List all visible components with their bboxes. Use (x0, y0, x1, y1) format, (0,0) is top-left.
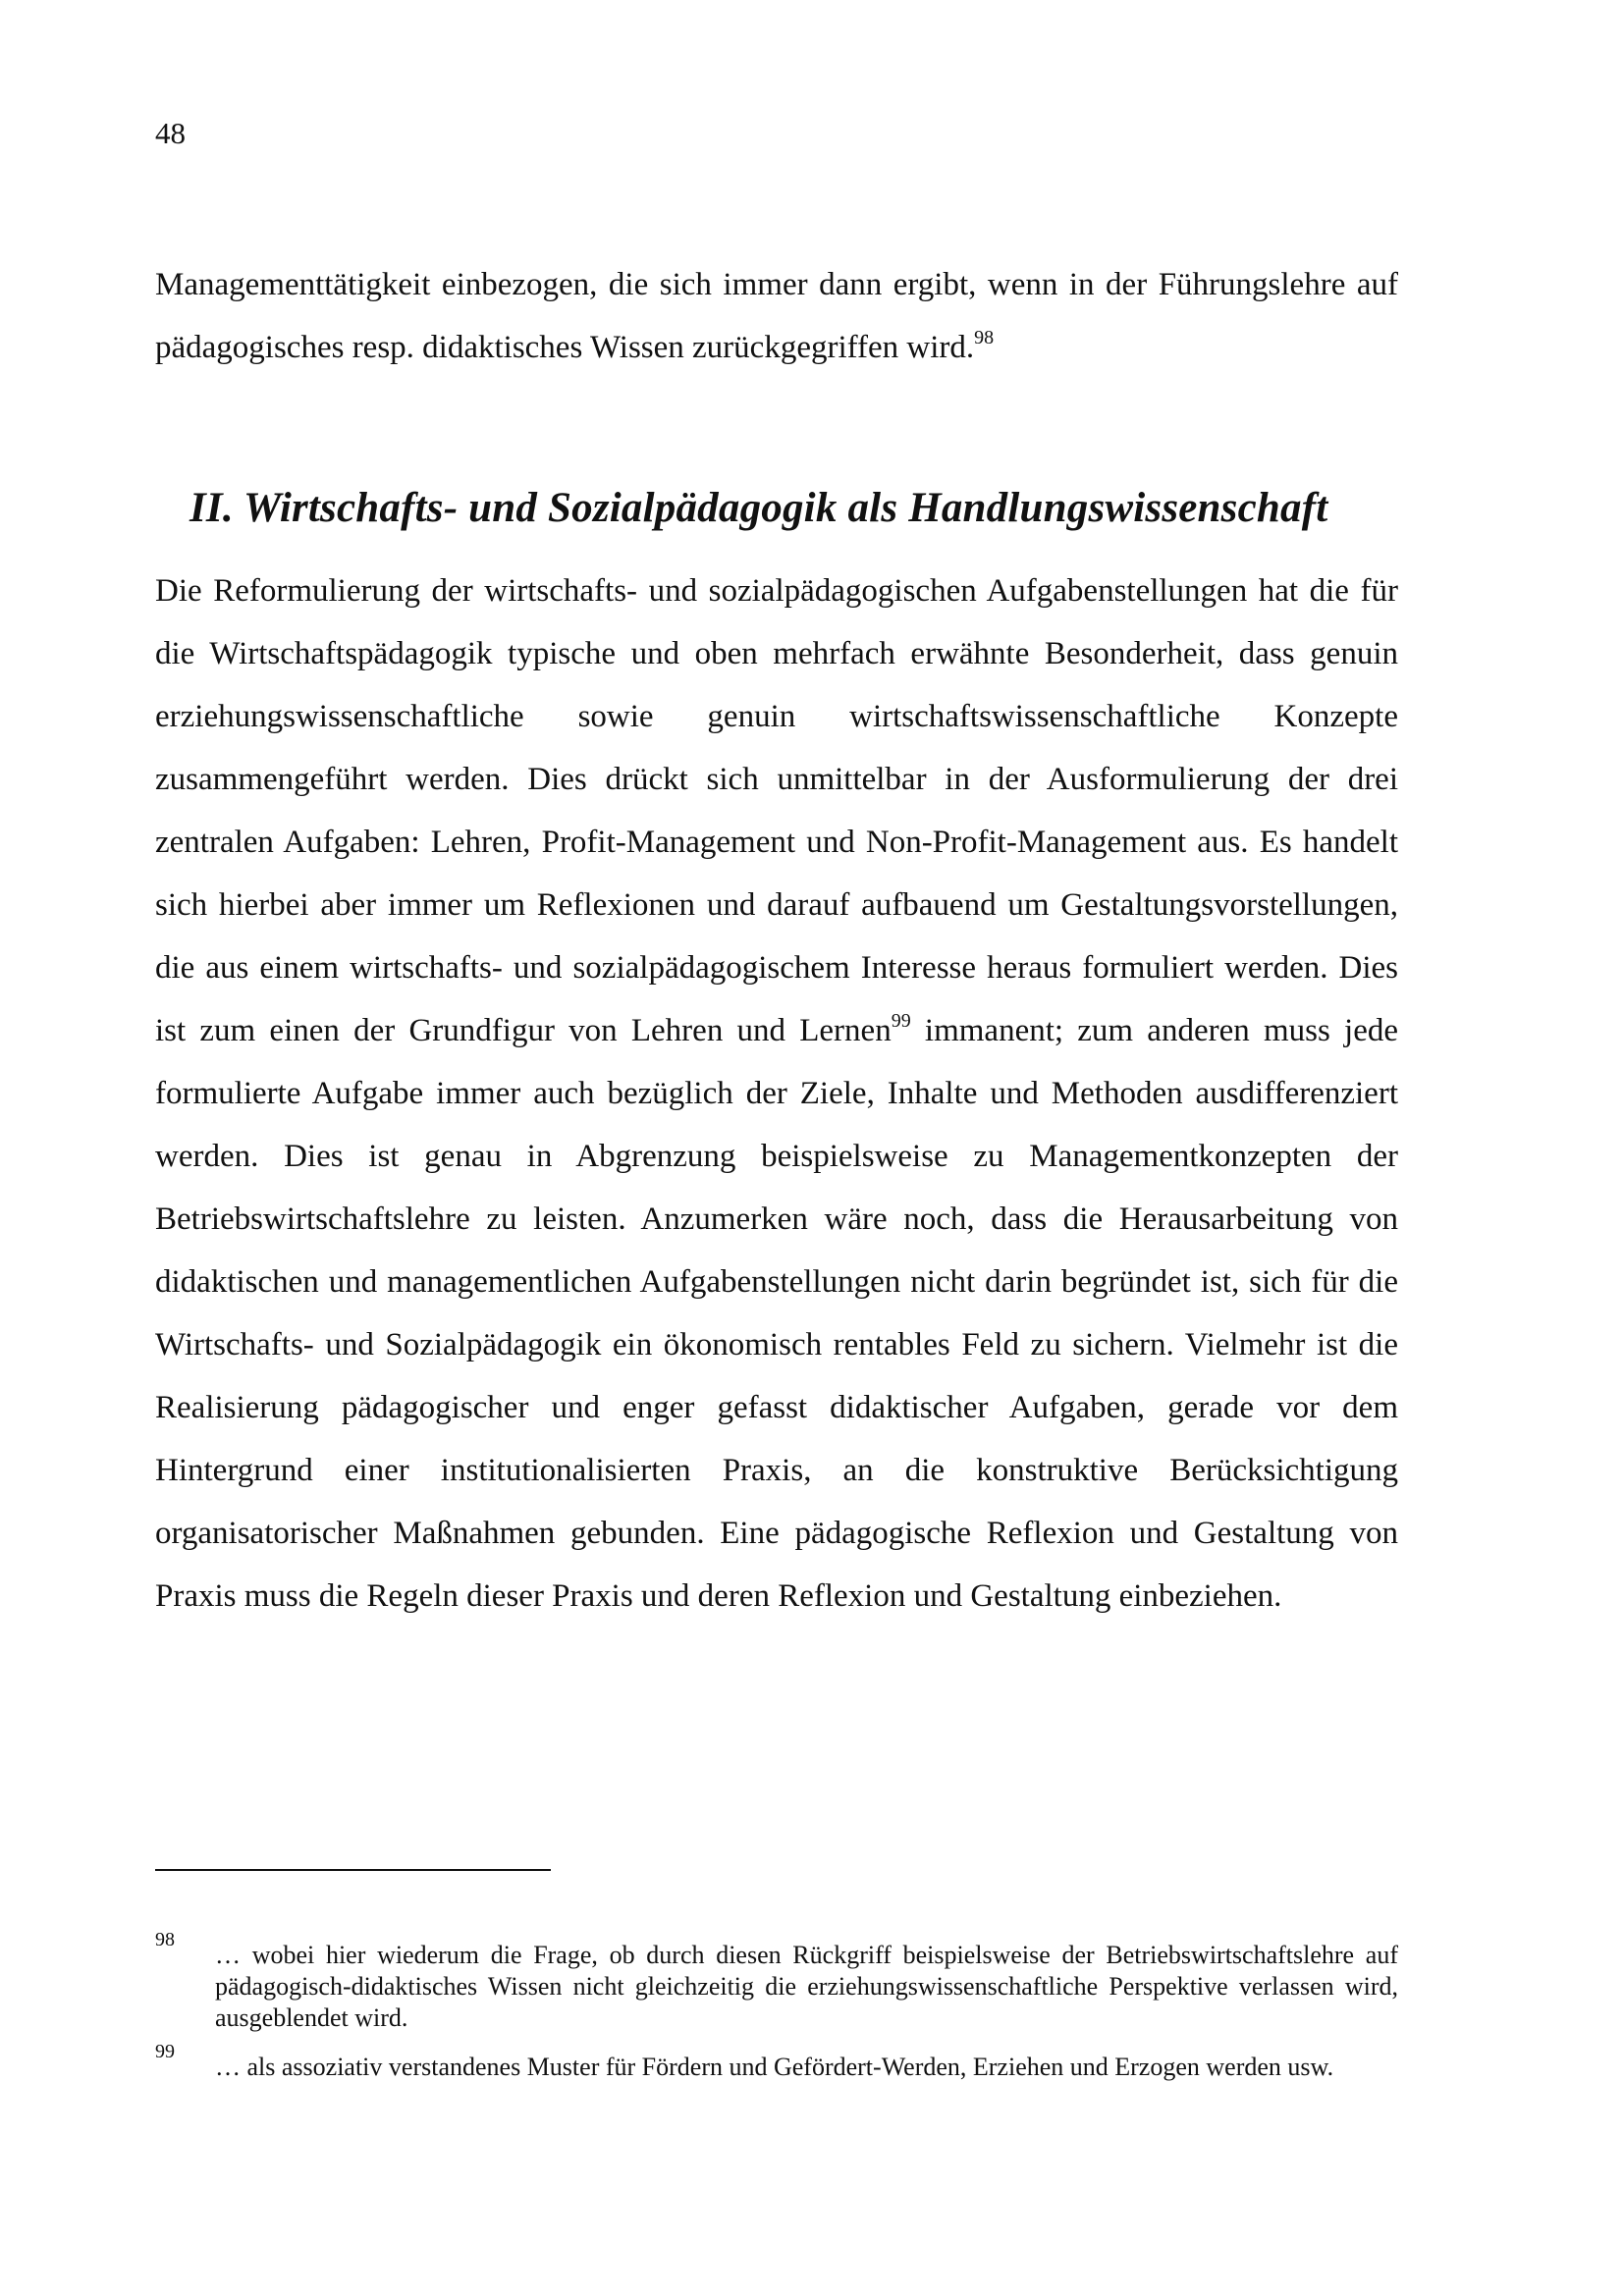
footnote-number: 99 (155, 2041, 175, 2062)
paragraph-body (155, 560, 1398, 1628)
footnote-separator (155, 1869, 551, 1871)
paragraph-text-part-2: immanent; zum anderen muss jede formulierte Aufgabe immer auch bezüglich der Ziele, Inhalte und Methoden ausdifferenziert werden. Dies ist genau in Abgrenzung beispielsweise zu Managementkonzepten der Betriebswirtschaftslehre zu leisten. Anzumerken wäre noch, dass die Herausarbeitung von didaktischen und managementlichen Aufgabenstellungen nicht darin begründet ist, sich für die Wirtschafts- und Sozialpädagogik ein ökonomisch rentables Feld zu sichern. Vielmehr ist die Realisierung pädagogischer und enger gefasst didaktischer Aufgaben, gerade vor dem Hintergrund einer institutionalisierten Praxis, an die konstruktive Berücksichtigung organisatorischer Maßnahmen gebunden. Eine pädagogische Reflexion und Gestaltung von Praxis muss die Regeln dieser Praxis und deren Reflexion und Gestaltung einbeziehen. (155, 1013, 1398, 1614)
page-number: 48 (155, 116, 186, 150)
footnote-98 (155, 1929, 1398, 2034)
paragraph-text-part-1: Die Reformulierung der wirtschafts- und sozialpädagogischen Aufgabenstellungen hat die für die Wirtschaftspädagogik typische und oben mehrfach erwähnte Besonderheit, dass genuin erziehungswissenschaftliche sowie genuin wirtschaftswissenschaftliche Konzepte zusammengeführt werden. Dies drückt sich unmittelbar in der Ausformulierung der drei zentralen Aufgaben: Lehren, Profit-Management und Non-Profit-Management aus. Es handelt sich hierbei aber immer um Reflexionen und darauf aufbauend um Gestaltungsvorstellungen, die aus einem wirtschafts- und sozialpädagogischem Interesse heraus formuliert werden. Dies ist zum einen der Grundfigur von Lehren und Lernen (155, 573, 1398, 1048)
footnote-number: 98 (155, 1929, 175, 1950)
footnote-text: … als assoziativ verstandenes Muster für Fördern und Gefördert-Werden, Erziehen und Erzogen werden usw. (215, 2053, 1334, 2081)
footnote-reference[interactable]: 98 (974, 327, 995, 348)
section-heading: II. Wirtschafts- und Sozialpädagogik als Handlungswissenschaft (189, 485, 1328, 531)
paragraph-text: Managementtätigkeit einbezogen, die sich immer dann ergibt, wenn in der Führungslehre auf pädagogisches resp. didaktisches Wissen zurückgegriffen wird. (155, 267, 1398, 365)
paragraph-continuation (155, 253, 1398, 379)
footnote-reference[interactable]: 99 (891, 1010, 911, 1032)
footnote-99 (155, 2041, 1398, 2083)
footnote-text: … wobei hier wiederum die Frage, ob durch diesen Rückgriff beispielsweise der Betriebswirtschaftslehre auf pädagogisch-didaktisches Wissen nicht gleichzeitig die erziehungswissenschaftliche Perspektive verlassen wird, ausgeblendet wird. (215, 1941, 1398, 2032)
